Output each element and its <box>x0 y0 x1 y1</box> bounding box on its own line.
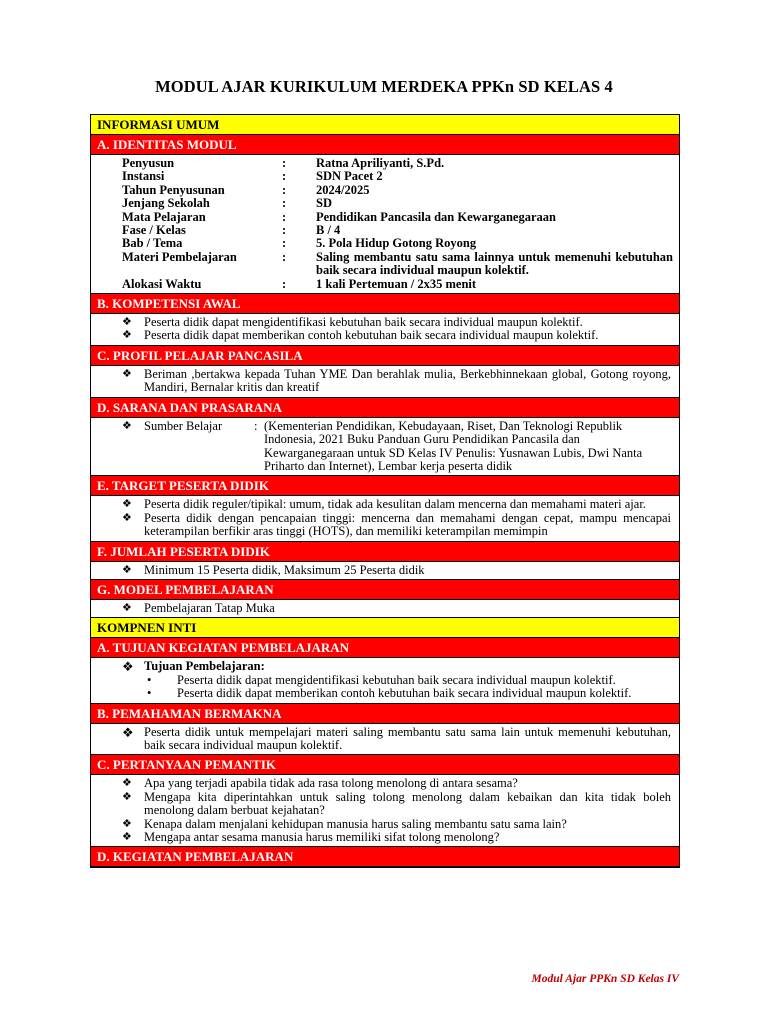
tujuan-title-row <box>122 660 671 673</box>
list-item <box>122 368 671 395</box>
identitas-label: Jenjang Sekolah <box>122 196 210 211</box>
diamond-bullet-icon: ❖ <box>122 601 132 614</box>
identitas-value: Saling membantu satu sama lainnya untuk memenuhi kebutuhan baik secara individual maupun kolektif. <box>316 249 673 278</box>
list-item <box>122 687 671 700</box>
identitas-value: SDN Pacet 2 <box>316 169 383 184</box>
pemahaman-list <box>91 724 679 755</box>
list-item <box>122 726 671 753</box>
identitas-colon: : <box>282 223 287 238</box>
diamond-bullet-icon: ❖ <box>122 563 132 576</box>
list-item <box>122 674 671 687</box>
identitas-label: Alokasi Waktu <box>122 276 202 291</box>
list-item-text: Peserta didik dapat memberikan contoh kebutuhan baik secara individual maupun kolektif. <box>144 328 599 343</box>
jumlah-list <box>91 562 679 579</box>
tujuan-title: Tujuan Pembelajaran: <box>144 659 265 674</box>
list-item-text: Kenapa dalam menjalani kehidupan manusia harus saling membantu satu sama lain? <box>144 816 567 831</box>
identitas-colon: : <box>282 182 287 197</box>
identitas-value: 5. Pola Hidup Gotong Royong <box>316 236 477 251</box>
identitas-colon: : <box>282 169 287 184</box>
kompetensi-list <box>91 314 679 345</box>
identitas-row <box>122 170 673 183</box>
module-table <box>90 114 680 868</box>
sarana-label: Sumber Belajar <box>144 418 223 433</box>
section-informasi-umum: INFORMASI UMUM <box>91 114 679 135</box>
diamond-bullet-icon: ❖ <box>122 367 132 380</box>
identitas-row <box>122 237 673 250</box>
section-jumlah-peserta: F. JUMLAH PESERTA DIDIK <box>91 541 679 562</box>
list-item <box>122 818 671 831</box>
identitas-row <box>122 278 673 291</box>
identitas-row <box>122 184 673 197</box>
identitas-colon: : <box>282 156 287 170</box>
identitas-value: Ratna Apriliyanti, S.Pd. <box>316 156 445 170</box>
list-item-text: Peserta didik dapat memberikan contoh kebutuhan baik secara individual maupun kolektif. <box>177 686 632 701</box>
dot-bullet-icon: • <box>147 672 152 687</box>
diamond-bullet-icon: ❖ <box>122 419 132 432</box>
diamond-bullet-icon: ❖ <box>122 790 132 803</box>
diamond-bullet-icon: ❖ <box>122 659 134 675</box>
diamond-bullet-icon: ❖ <box>122 724 134 740</box>
tujuan-content <box>91 658 679 702</box>
identitas-row <box>122 197 673 210</box>
diamond-bullet-icon: ❖ <box>122 817 132 830</box>
diamond-bullet-icon: ❖ <box>122 511 132 524</box>
pertanyaan-list <box>91 775 679 846</box>
list-item <box>122 777 671 790</box>
sarana-value: (Kementerian Pendidikan, Kebudayaan, Riset, Dan Teknologi Republik Indonesia, 2021 Buku Panduan Guru Pendidikan Pancasila dan Kewarganegaraan untuk SD Kelas IV Penulis: Yusnawan Lubis, Dwi Nanta Priharto dan Internet), Lembar kerja peserta didik <box>264 418 643 473</box>
sarana-content <box>91 418 679 476</box>
identitas-label: Penyusun <box>122 156 175 170</box>
identitas-value: 2024/2025 <box>316 182 370 197</box>
identitas-label: Tahun Penyusunan <box>122 182 225 197</box>
list-item <box>122 831 671 844</box>
identitas-colon: : <box>282 249 287 264</box>
model-list <box>91 600 679 617</box>
identitas-colon: : <box>282 196 287 211</box>
identitas-label: Materi Pembelajaran <box>122 249 237 264</box>
document-title: MODUL AJAR KURIKULUM MERDEKA PPKn SD KELAS 4 <box>155 77 613 96</box>
diamond-bullet-icon: ❖ <box>122 498 132 511</box>
list-item-text: Beriman ,bertakwa kepada Tuhan YME Dan berahlak mulia, Berkebhinnekaan global, Gotong royong, Mandiri, Bernalar kritis dan kreatif <box>144 366 671 395</box>
list-item-text: Apa yang terjadi apabila tidak ada rasa tolong menolong di antara sesama? <box>144 776 518 791</box>
list-item-text: Mengapa antar sesama manusia harus memiliki sifat tolong menolong? <box>144 830 500 844</box>
section-kompetensi-awal: B. KOMPETENSI AWAL <box>91 293 679 314</box>
list-item <box>122 512 671 539</box>
identitas-value: SD <box>316 196 332 211</box>
list-item <box>122 329 671 342</box>
list-item-text: Peserta didik dapat mengidentifikasi kebutuhan baik secara individual maupun kolektif. <box>177 672 616 687</box>
list-item <box>122 791 671 818</box>
list-item <box>122 564 671 577</box>
identitas-label: Fase / Kelas <box>122 223 186 238</box>
identitas-value: B / 4 <box>316 223 341 238</box>
identitas-table <box>91 155 679 293</box>
list-item-text: Pembelajaran Tatap Muka <box>144 600 275 615</box>
identitas-label: Instansi <box>122 169 165 184</box>
section-kegiatan-pembelajaran: D. KEGIATAN PEMBELAJARAN <box>91 846 679 867</box>
list-item <box>122 498 671 511</box>
list-item-text: Peserta didik dapat mengidentifikasi kebutuhan baik secara individual maupun kolektif. <box>144 315 583 330</box>
sarana-row <box>122 420 671 474</box>
dot-bullet-icon: • <box>147 686 152 701</box>
section-identitas-modul: A. IDENTITAS MODUL <box>91 135 679 155</box>
section-target-peserta: E. TARGET PESERTA DIDIK <box>91 475 679 496</box>
list-item-text: Peserta didik dengan pencapaian tinggi: mencerna dan memahami dengan cepat, mampu mencapai keterampilan berfikir aras tinggi (HOTS), dan memiliki keterampilan memimpin <box>144 510 671 539</box>
identitas-colon: : <box>282 209 287 224</box>
section-pemahaman-bermakna: B. PEMAHAMAN BERMAKNA <box>91 703 679 724</box>
identitas-row <box>122 211 673 224</box>
identitas-label: Bab / Tema <box>122 236 183 251</box>
diamond-bullet-icon: ❖ <box>122 831 132 843</box>
identitas-row <box>122 157 673 170</box>
target-list <box>91 496 679 540</box>
section-tujuan-kegiatan: A. TUJUAN KEGIATAN PEMBELAJARAN <box>91 638 679 658</box>
list-item-text: Minimum 15 Peserta didik, Maksimum 25 Peserta didik <box>144 562 425 577</box>
section-komponen-inti: KOMPNEN INTI <box>91 617 679 638</box>
page-footer: Modul Ajar PPKn SD Kelas IV <box>531 973 679 985</box>
diamond-bullet-icon: ❖ <box>122 316 132 329</box>
sarana-colon: : <box>254 418 258 433</box>
identitas-colon: : <box>282 236 287 251</box>
identitas-row <box>122 224 673 237</box>
identitas-value: Pendidikan Pancasila dan Kewarganegaraan <box>316 209 556 224</box>
section-model-pembelajaran: G. MODEL PEMBELAJARAN <box>91 579 679 600</box>
list-item-text: Mengapa kita diperintahkan untuk saling tolong menolong dalam kebaikan dan kita tidak boleh menolong dalam berbuat kejahatan? <box>144 789 671 818</box>
identitas-label: Mata Pelajaran <box>122 209 206 224</box>
profil-list <box>91 366 679 397</box>
identitas-colon: : <box>282 276 287 291</box>
diamond-bullet-icon: ❖ <box>122 329 132 342</box>
identitas-value: 1 kali Pertemuan / 2x35 menit <box>316 276 477 291</box>
section-sarana-prasarana: D. SARANA DAN PRASARANA <box>91 397 679 418</box>
list-item-text: Peserta didik untuk mempelajari materi saling membantu satu sama lain untuk memenuhi kebutuhan, baik secara individual maupun kolektif. <box>144 724 671 752</box>
section-pertanyaan-pemantik: C. PERTANYAAN PEMANTIK <box>91 754 679 775</box>
diamond-bullet-icon: ❖ <box>122 777 132 790</box>
list-item <box>122 602 671 615</box>
list-item-text: Peserta didik reguler/tipikal: umum, tidak ada kesulitan dalam mencerna dan memahami materi ajar. <box>144 497 646 512</box>
list-item <box>122 316 671 329</box>
section-profil-pelajar: C. PROFIL PELAJAR PANCASILA <box>91 345 679 366</box>
identitas-row <box>122 251 673 278</box>
